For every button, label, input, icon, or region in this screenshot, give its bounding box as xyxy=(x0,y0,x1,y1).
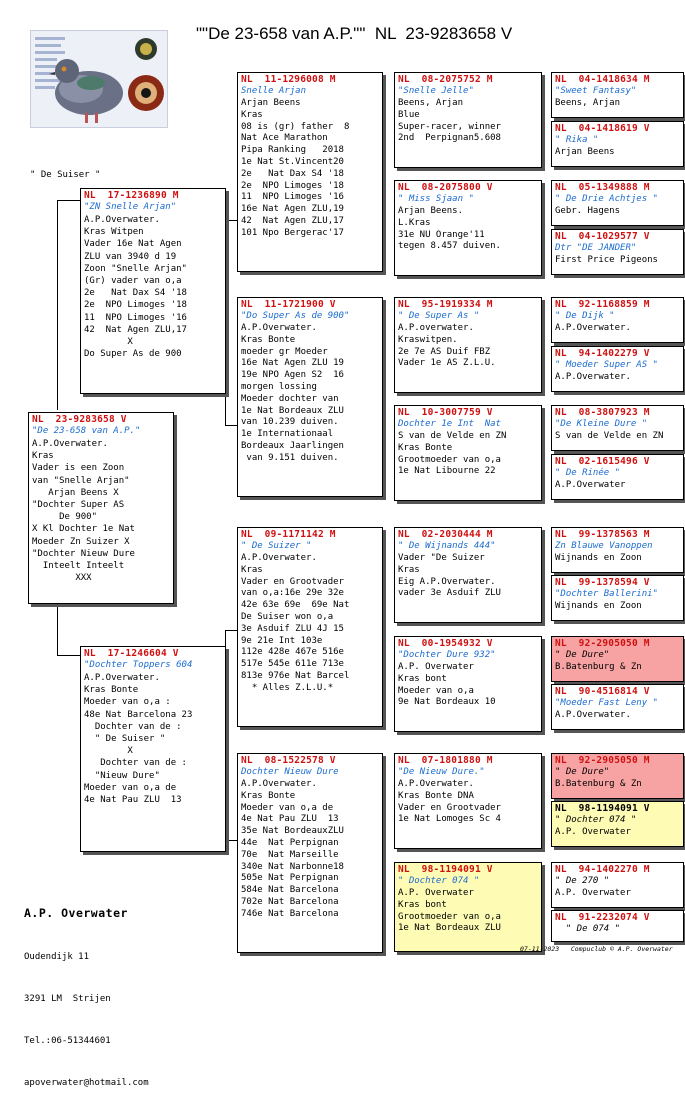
page-title: ""De 23-658 van A.P."" NL 23-9283658 V xyxy=(196,24,513,43)
pedigree-father[interactable] xyxy=(80,188,226,394)
pigeon-name: "De 23-658 van A.P." xyxy=(32,426,141,436)
info-line: L.Kras xyxy=(398,217,431,228)
info-line: Wijnands en Zoon xyxy=(555,601,642,611)
ring-number: NL 05-1349888 M xyxy=(555,182,650,193)
pedigree-gen4-16[interactable] xyxy=(551,910,684,942)
info-line: Beens, Arjan xyxy=(555,98,621,108)
info-line: Dochter van de : xyxy=(84,721,182,732)
pigeon-name: " De Drie Achtjes " xyxy=(555,194,658,204)
ring-number: NL 98-1194091 V xyxy=(398,864,493,875)
owner-name: A.P. Overwater xyxy=(24,906,128,920)
info-line: van 10.239 duiven. xyxy=(241,417,339,428)
connector xyxy=(57,605,58,655)
pigeon-name: " Dochter 074 " xyxy=(555,815,637,825)
pigeon-name: " Miss Sjaan " xyxy=(398,194,474,204)
info-line: "Dochter Nieuw Dure xyxy=(32,548,135,559)
info-line: 505e Nat Perpignan xyxy=(241,873,339,884)
pedigree-gen3-4[interactable] xyxy=(394,405,542,501)
info-line: 584e Nat Barcelona xyxy=(241,885,339,896)
info-line: First Price Pigeons xyxy=(555,255,658,265)
info-line: A.P.Overwater. xyxy=(241,553,317,563)
pedigree-gen4-15[interactable] xyxy=(551,862,684,908)
info-line: Do Super As de 900 xyxy=(84,349,182,360)
info-line: A.P.Overwater. xyxy=(241,323,317,333)
info-line: 19e NPO Agen S2 16 xyxy=(241,370,344,381)
pigeon-name: "Dochter Dure 932" xyxy=(398,650,496,660)
info-line: S van de Velde en ZN xyxy=(555,431,664,441)
ring-number: NL 17-1246604 V xyxy=(84,648,179,659)
pedigree-gen4-7[interactable] xyxy=(551,405,684,451)
info-line: Grootmoeder van o,a xyxy=(398,911,501,922)
info-line: B.Batenburg & Zn xyxy=(555,779,642,789)
ring-number: NL 17-1236890 M xyxy=(84,190,179,201)
connector xyxy=(225,630,237,631)
info-line: Arjan Beens X xyxy=(32,487,119,498)
ring-number: NL 94-1402279 V xyxy=(555,348,650,359)
pedigree-gen3-6[interactable] xyxy=(394,636,542,732)
ring-number: NL 04-1029577 V xyxy=(555,231,650,242)
info-line: 48e Nat Barcelona 23 xyxy=(84,709,193,720)
info-line: Vader 16e Nat Agen xyxy=(84,239,182,250)
info-line: 2e 7e AS Duif FBZ xyxy=(398,346,491,357)
footer-note: 07-11-2023 Compuclub © A.P. Overwater xyxy=(520,945,673,953)
info-line: 44e Nat Perpignan xyxy=(241,837,339,848)
pigeon-name: " Moeder Super AS " xyxy=(555,360,658,370)
info-line: moeder gr Moeder xyxy=(241,346,328,357)
info-line: 702e Nat Barcelona xyxy=(241,896,339,907)
info-line: 9e 21e Int 103e xyxy=(241,635,323,646)
info-line: 2e NPO Limoges '18 xyxy=(84,300,187,311)
pedigree-gen4-3[interactable] xyxy=(551,180,684,226)
info-line: A.P. Overwater xyxy=(398,888,474,898)
info-line: 16e Nat Agen ZLU 19 xyxy=(241,358,344,369)
ring-number: NL 98-1194091 V xyxy=(555,803,650,814)
connector xyxy=(57,200,81,201)
info-line: "Dochter Super AS xyxy=(32,500,125,511)
info-line: ZLU van 3940 d 19 xyxy=(84,251,177,262)
info-line: A.P.Overwater. xyxy=(241,779,317,789)
ring-number: NL 00-1954932 V xyxy=(398,638,493,649)
info-line: 42e 63e 69e 69e Nat xyxy=(241,600,350,611)
info-line: Arjan Beens xyxy=(241,98,301,108)
info-line: Kraswitpen. xyxy=(398,334,458,345)
info-line: 70e Nat Marseille xyxy=(241,849,339,860)
pigeon-name: " De Super As " xyxy=(398,311,480,321)
info-line: 35e Nat BordeauxZLU xyxy=(241,826,344,837)
info-line: Arjan Beens xyxy=(555,147,615,157)
ring-number: NL 08-2075752 M xyxy=(398,74,493,85)
info-line: Inteelt Inteelt xyxy=(32,561,125,572)
info-line: 2nd Perpignan5.608 xyxy=(398,133,501,144)
info-line: 16e Nat Agen ZLU,19 xyxy=(241,204,344,215)
info-line: Moeder van o,a xyxy=(398,685,474,696)
info-line: 42 Nat Agen ZLU,17 xyxy=(241,215,344,226)
info-line: Kras Bonte xyxy=(84,685,139,696)
info-line: A.P. Overwater xyxy=(398,662,474,672)
pigeon-name: " De Suizer " xyxy=(241,541,312,551)
pedigree-gen3-1[interactable] xyxy=(394,72,542,168)
pigeon-name: "Moeder Fast Leny " xyxy=(555,698,658,708)
info-line: X Kl Dochter 1e Nat xyxy=(32,524,135,535)
info-line: Super-racer, winner xyxy=(398,121,501,132)
info-line: 813e 976e Nat Barcel xyxy=(241,670,350,681)
info-line: A.P. Overwater xyxy=(555,827,631,837)
pedigree-subject[interactable] xyxy=(28,412,174,604)
connector xyxy=(225,840,237,841)
pigeon-name: "Do Super As de 900" xyxy=(241,311,350,321)
info-line: Moeder van o,a de xyxy=(84,782,177,793)
info-line: 340e Nat Narbonne18 xyxy=(241,861,344,872)
pedigree-gen4-5[interactable] xyxy=(551,297,684,343)
pedigree-gen3-5[interactable] xyxy=(394,527,542,623)
info-line: S van de Velde en ZN xyxy=(398,431,507,441)
ring-number: NL 11-1721900 V xyxy=(241,299,336,310)
pedigree-gen3-7[interactable] xyxy=(394,753,542,849)
connector xyxy=(225,220,237,221)
owner-phone: Tel.:06-51344601 xyxy=(24,1036,111,1046)
ring-number: NL 02-1615496 V xyxy=(555,456,650,467)
pigeon-name: "Snelle Jelle" xyxy=(398,86,474,96)
info-line: 112e 428e 467e 516e xyxy=(241,647,344,658)
info-line: Vader en Grootvader xyxy=(398,802,501,813)
info-line: tegen 8.457 duiven. xyxy=(398,241,501,252)
info-line: A.P.Overwater. xyxy=(398,779,474,789)
pigeon-name: "De Kleine Dure " xyxy=(555,419,648,429)
pedigree-gen3-2[interactable] xyxy=(394,180,542,276)
ring-number: NL 91-2232074 V xyxy=(555,912,650,923)
info-line: 1e Nat St.Vincent20 xyxy=(241,156,344,167)
pedigree-mother[interactable] xyxy=(80,646,226,852)
info-line: A.P. Overwater xyxy=(555,888,631,898)
pedigree-gen4-10[interactable] xyxy=(551,575,684,621)
info-line: 2e Nat Dax S4 '18 xyxy=(241,168,344,179)
info-line: A.P.Overwater. xyxy=(32,439,108,449)
info-line: Kras bont xyxy=(398,673,447,684)
pedigree-gen4-6[interactable] xyxy=(551,346,684,392)
pigeon-name: " De Dure" xyxy=(555,650,610,660)
info-line: 11 NPO Limoges '16 xyxy=(84,312,187,323)
info-line: vader 3e Asduif ZLU xyxy=(398,588,501,599)
pigeon-name: " De 270 " xyxy=(555,876,610,886)
info-line: Vader 1e AS Z.L.U. xyxy=(398,358,496,369)
info-line: A.P.Overwater. xyxy=(555,372,631,382)
info-line: van "Snelle Arjan" xyxy=(32,475,130,486)
ring-number: NL 08-1522578 V xyxy=(241,755,336,766)
pigeon-name: Dtr "DE JANDER" xyxy=(555,243,637,253)
info-line: A.P.overwater. xyxy=(398,323,474,333)
info-line: Kras xyxy=(241,564,263,575)
info-line: Blue xyxy=(398,109,420,120)
info-line: 1e Internationaal xyxy=(241,429,334,440)
info-line: van 9.151 duiven. xyxy=(241,452,339,463)
ring-number: NL 02-2030444 M xyxy=(398,529,493,540)
info-line: A.P.Overwater xyxy=(555,480,626,490)
info-line: De Suiser won o,a xyxy=(241,611,334,622)
info-line: (Gr) vader van o,a xyxy=(84,276,182,287)
info-line: Kras Bonte xyxy=(241,790,296,801)
pigeon-name: "De Nieuw Dure." xyxy=(398,767,485,777)
info-line: Kras xyxy=(32,451,54,462)
pedigree-gen4-11[interactable] xyxy=(551,636,684,682)
owner-contact xyxy=(24,876,149,1104)
info-line: XXX xyxy=(32,573,92,584)
info-line: Kras Bonte DNA xyxy=(398,790,474,801)
pigeon-name: " De Rinée " xyxy=(555,468,621,478)
info-line: Arjan Beens. xyxy=(398,206,464,216)
info-line: Vader is een Zoon xyxy=(32,463,125,474)
ring-number: NL 04-1418634 M xyxy=(555,74,650,85)
info-line: Kras Witpen xyxy=(84,227,144,238)
info-line: 101 Npo Bergerac'17 xyxy=(241,227,344,238)
ring-number: NL 07-1801880 M xyxy=(398,755,493,766)
info-line: morgen lossing xyxy=(241,381,317,392)
info-line: De 900" xyxy=(32,512,98,523)
ring-number: NL 08-2075800 V xyxy=(398,182,493,193)
info-line: 1e Nat Libourne 22 xyxy=(398,466,496,477)
ring-number: NL 95-1919334 M xyxy=(398,299,493,310)
info-line: X xyxy=(84,337,133,348)
info-line: 517e 545e 611e 713e xyxy=(241,659,344,670)
ring-number: NL 11-1296008 M xyxy=(241,74,336,85)
ring-number: NL 23-9283658 V xyxy=(32,414,127,425)
info-line: X xyxy=(84,746,133,757)
info-line: Gebr. Hagens xyxy=(555,206,621,216)
info-line: Moeder van o,a de xyxy=(241,802,334,813)
info-line: 4e Nat Pau ZLU 13 xyxy=(84,795,182,806)
info-line: 42 Nat Agen ZLU,17 xyxy=(84,324,187,335)
info-line: Moeder van o,a : xyxy=(84,697,171,708)
pigeon-name: " De Wijnands 444" xyxy=(398,541,496,551)
info-line: Eig A.P.Overwater. xyxy=(398,576,496,587)
info-line: 4e Nat Pau ZLU 13 xyxy=(241,814,339,825)
pigeon-name: Zn Blauwe Vanoppen xyxy=(555,541,653,551)
pedigree-grandmother-maternal[interactable] xyxy=(237,753,383,953)
info-line: Kras Bonte xyxy=(241,334,296,345)
pigeon-name: " De Dijk " xyxy=(555,311,615,321)
pedigree-gen4-12[interactable] xyxy=(551,684,684,730)
info-line: 1e Nat Bordeaux ZLU xyxy=(241,405,344,416)
info-line: Kras Bonte xyxy=(398,442,453,453)
top-label: " De Suiser " xyxy=(30,170,101,180)
info-line: Dochter van de : xyxy=(84,758,187,769)
info-line: Nat Ace Marathon xyxy=(241,133,328,144)
ring-number: NL 10-3007759 V xyxy=(398,407,493,418)
owner-city: 3291 LM Strijen xyxy=(24,994,111,1004)
info-line: 2e NPO Limoges '18 xyxy=(241,180,344,191)
info-line: 08 is (gr) father 8 xyxy=(241,121,350,132)
info-line: Beens, Arjan xyxy=(398,98,464,108)
info-line: Vader "De Suizer xyxy=(398,553,485,563)
owner-street: Oudendijk 11 xyxy=(24,952,90,962)
pedigree-gen4-8[interactable] xyxy=(551,454,684,500)
info-line: 746e Nat Barcelona xyxy=(241,908,339,919)
info-line: A.P.Overwater. xyxy=(84,673,160,683)
info-line: van o,a:16e 29e 32e xyxy=(241,588,344,599)
info-line: A.P.Overwater. xyxy=(555,323,631,333)
ring-number: NL 99-1378594 V xyxy=(555,577,650,588)
pedigree-gen4-9[interactable] xyxy=(551,527,684,573)
pedigree-grandmother-paternal[interactable] xyxy=(237,297,383,497)
pigeon-photo xyxy=(30,30,168,128)
info-line: 2e Nat Dax S4 '18 xyxy=(84,288,187,299)
ring-number: NL 90-4516814 V xyxy=(555,686,650,697)
owner-email: apoverwater@hotmail.com xyxy=(24,1078,149,1088)
info-line: Vader en Grootvader xyxy=(241,576,344,587)
info-line: Pipa Ranking 2018 xyxy=(241,145,344,156)
info-line: B.Batenburg & Zn xyxy=(555,662,642,672)
pigeon-name: " De 074 " xyxy=(555,924,621,934)
pedigree-gen4-14[interactable] xyxy=(551,801,684,847)
connector xyxy=(225,425,237,426)
info-line: Kras xyxy=(241,109,263,120)
pigeon-name: "Dochter Toppers 604 xyxy=(84,660,193,670)
connector xyxy=(57,655,81,656)
pedigree-gen4-4[interactable] xyxy=(551,229,684,275)
pigeon-name: " Rika " xyxy=(555,135,599,145)
info-line: Kras bont xyxy=(398,899,447,910)
pedigree-gen3-3[interactable] xyxy=(394,297,542,393)
info-line: " De Suiser " xyxy=(84,734,166,745)
info-line: 9e Nat Bordeaux 10 xyxy=(398,697,496,708)
pedigree-grandfather-paternal[interactable] xyxy=(237,72,383,272)
info-line: Wijnands en Zoon xyxy=(555,553,642,563)
ring-number: NL 92-2905050 M xyxy=(555,755,650,766)
info-line: Zoon "Snelle Arjan" xyxy=(84,263,187,274)
info-line: Moeder dochter van xyxy=(241,393,339,404)
info-line: 1e Nat Bordeaux ZLU xyxy=(398,923,501,934)
pedigree-gen3-8[interactable] xyxy=(394,862,542,952)
ring-number: NL 09-1171142 M xyxy=(241,529,336,540)
pigeon-name: "Dochter Ballerini" xyxy=(555,589,658,599)
info-line: "Nieuw Dure" xyxy=(84,770,160,781)
info-line: * Alles Z.L.U.* xyxy=(241,682,334,693)
info-line: Bordeaux Jaarlingen xyxy=(241,440,344,451)
pigeon-name: " Dochter 074 " xyxy=(398,876,480,886)
info-line: 1e Nat Lomoges Sc 4 xyxy=(398,814,501,825)
pigeon-name: "ZN Snelle Arjan" xyxy=(84,202,177,212)
info-line: 11 NPO Limoges '16 xyxy=(241,192,344,203)
info-line: Kras xyxy=(398,564,420,575)
pedigree-gen4-1[interactable] xyxy=(551,72,684,118)
info-line: 3e Asduif ZLU 4J 15 xyxy=(241,623,344,634)
pigeon-name: Dochter 1e Int Nat xyxy=(398,419,501,429)
pigeon-name: " De Dure" xyxy=(555,767,610,777)
info-line: A.P.Overwater. xyxy=(84,215,160,225)
ring-number: NL 92-1168859 M xyxy=(555,299,650,310)
pedigree-gen4-13[interactable] xyxy=(551,753,684,799)
pigeon-name: Dochter Nieuw Dure xyxy=(241,767,339,777)
info-line: Grootmoeder van o,a xyxy=(398,454,501,465)
connector xyxy=(57,200,58,410)
ring-number: NL 92-2905050 M xyxy=(555,638,650,649)
ring-number: NL 08-3807923 M xyxy=(555,407,650,418)
ring-number: NL 99-1378563 M xyxy=(555,529,650,540)
info-line: Moeder Zn Suizer X xyxy=(32,536,130,547)
pedigree-grandfather-maternal[interactable] xyxy=(237,527,383,727)
ring-number: NL 94-1402270 M xyxy=(555,864,650,875)
ring-number: NL 04-1418619 V xyxy=(555,123,650,134)
info-line: A.P.Overwater. xyxy=(555,710,631,720)
info-line: 31e NU Orange'11 xyxy=(398,229,485,240)
pigeon-name: Snelle Arjan xyxy=(241,86,307,96)
pedigree-gen4-2[interactable] xyxy=(551,121,684,167)
pigeon-name: "Sweet Fantasy" xyxy=(555,86,637,96)
